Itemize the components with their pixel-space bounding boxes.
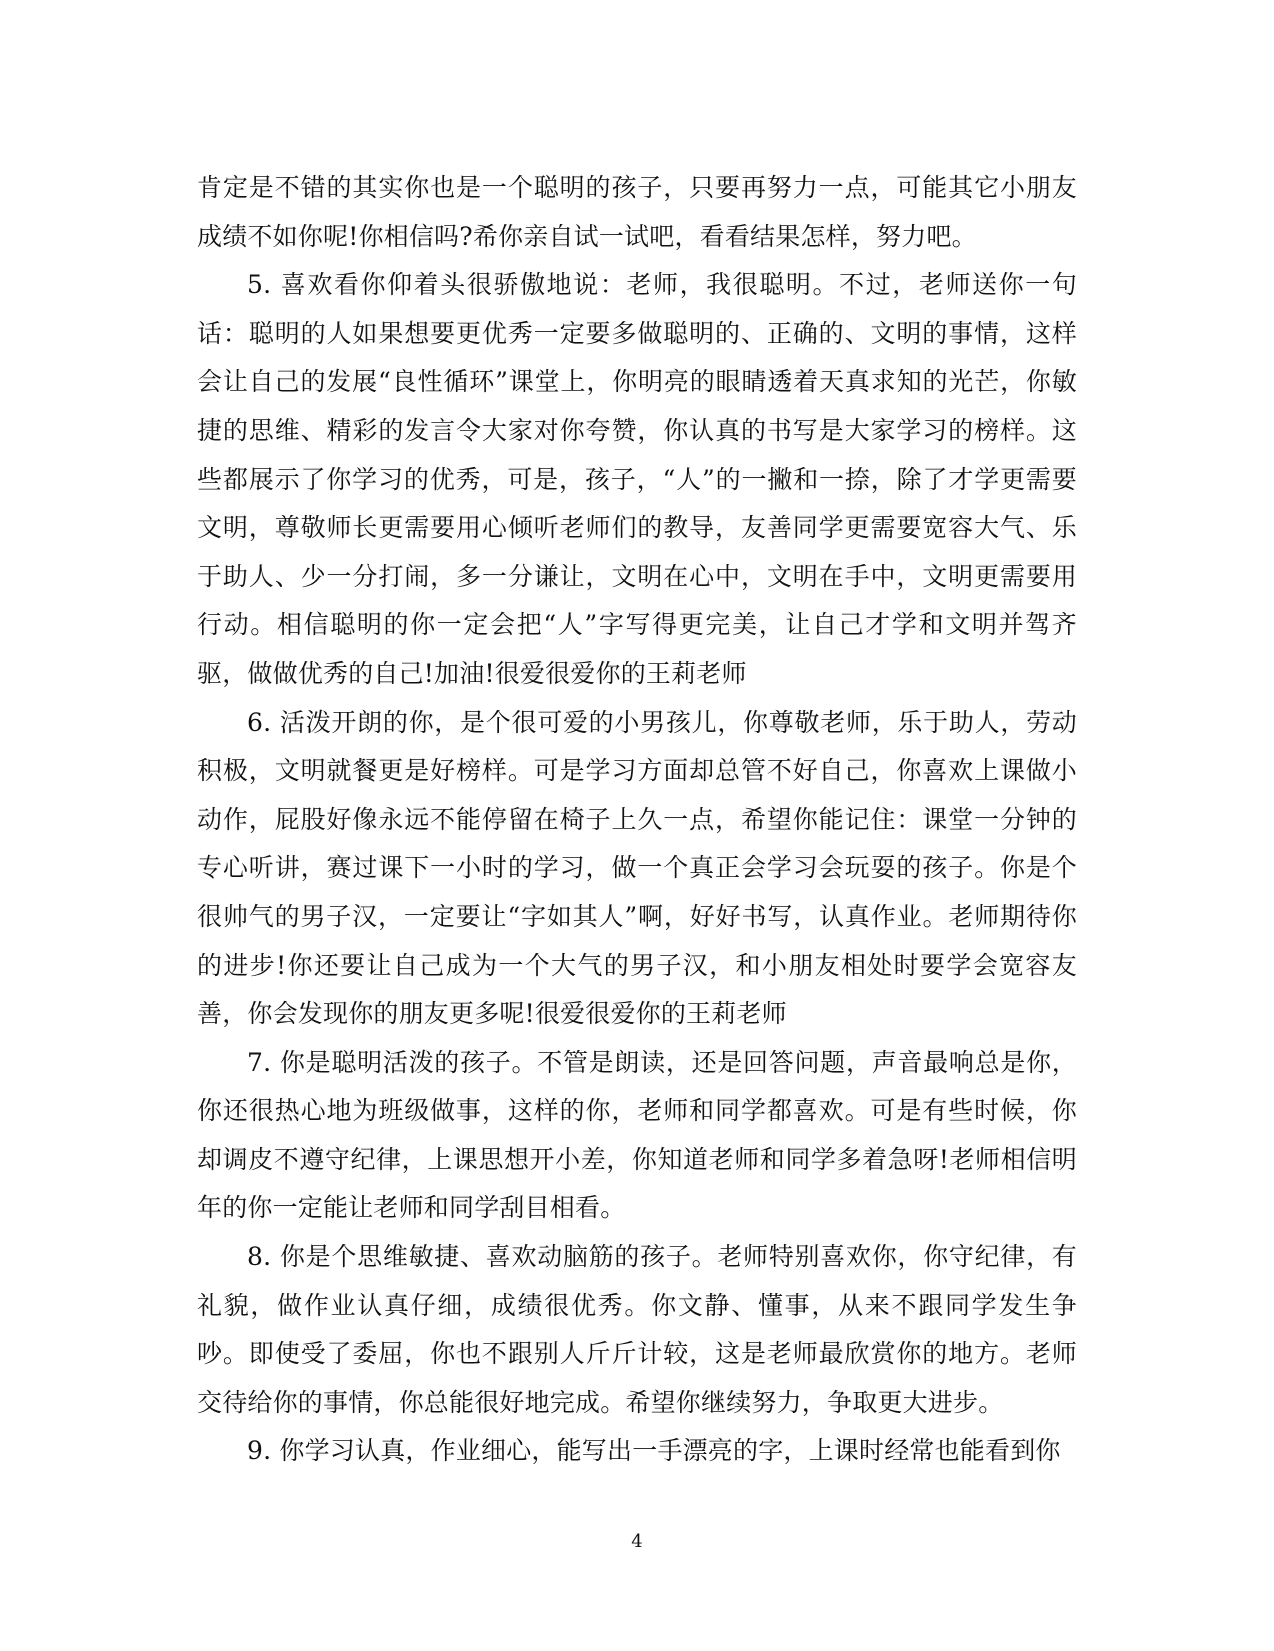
paragraph-item-6: 6. 活泼开朗的你，是个很可爱的小男孩儿，你尊敬老师，乐于助人，劳动积极，文明就餐更是好榜样。可是学习方面却总管不好自己，你喜欢上课做小动作，屁股好像永远不能停留在椅子上久一点，希望你能记住：课堂一分钟的专心听讲，赛过课下一小时的学习，做一个真正会学习会玩耍的孩子。你是个很帅气的男子汉，一定要让“字如其人”啊，好好书写，认真作业。老师期待你的进步!你还要让自己成为一个大气的男子汉，和小朋友相处时要学会宽容友善，你会发现你的朋友更多呢!很爱很爱你的王莉老师 [197, 707, 1077, 1029]
page-number: 4 [631, 1531, 643, 1552]
paragraph-item-9: 9. 你学习认真，作业细心，能写出一手漂亮的字，上课时经常也能看到你 [247, 1436, 1061, 1466]
paragraph-continuation: 肯定是不错的其实你也是一个聪明的孩子，只要再努力一点，可能其它小朋友成绩不如你呢!你相信吗?希你亲自试一试吧，看看结果怎样，努力吧。 [197, 173, 1077, 251]
paragraph-item-8: 8. 你是个思维敏捷、喜欢动脑筋的孩子。老师特别喜欢你，你守纪律，有礼貌，做作业认真仔细，成绩很优秀。你文静、懂事，从来不跟同学发生争吵。即使受了委屈，你也不跟别人斤斤计较，这是老师最欣赏你的地方。老师交待给你的事情，你总能很好地完成。希望你继续努力，争取更大进步。 [197, 1242, 1077, 1417]
document-body [197, 164, 1077, 1476]
paragraph-item-5: 5. 喜欢看你仰着头很骄傲地说：老师，我很聪明。不过，老师送你一句话：聪明的人如果想要更优秀一定要多做聪明的、正确的、文明的事情，这样会让自己的发展“良性循环”课堂上，你明亮的眼睛透着天真求知的光芒，你敏捷的思维、精彩的发言令大家对你夸赞，你认真的书写是大家学习的榜样。这些都展示了你学习的优秀，可是，孩子，“人”的一撇和一捺，除了才学更需要文明，尊敬师长更需要用心倾听老师们的教导，友善同学更需要宽容大气、乐于助人、少一分打闹，多一分谦让，文明在心中，文明在手中，文明更需要用行动。相信聪明的你一定会把“人”字写得更完美，让自己才学和文明并驾齐驱，做做优秀的自己!加油!很爱很爱你的王莉老师 [197, 270, 1077, 688]
paragraph-item-7: 7. 你是聪明活泼的孩子。不管是朗读，还是回答问题，声音最响总是你，你还很热心地为班级做事，这样的你，老师和同学都喜欢。可是有些时候，你却调皮不遵守纪律，上课思想开小差，你知道老师和同学多着急呀!老师相信明年的你一定能让老师和同学刮目相看。 [197, 1047, 1077, 1223]
